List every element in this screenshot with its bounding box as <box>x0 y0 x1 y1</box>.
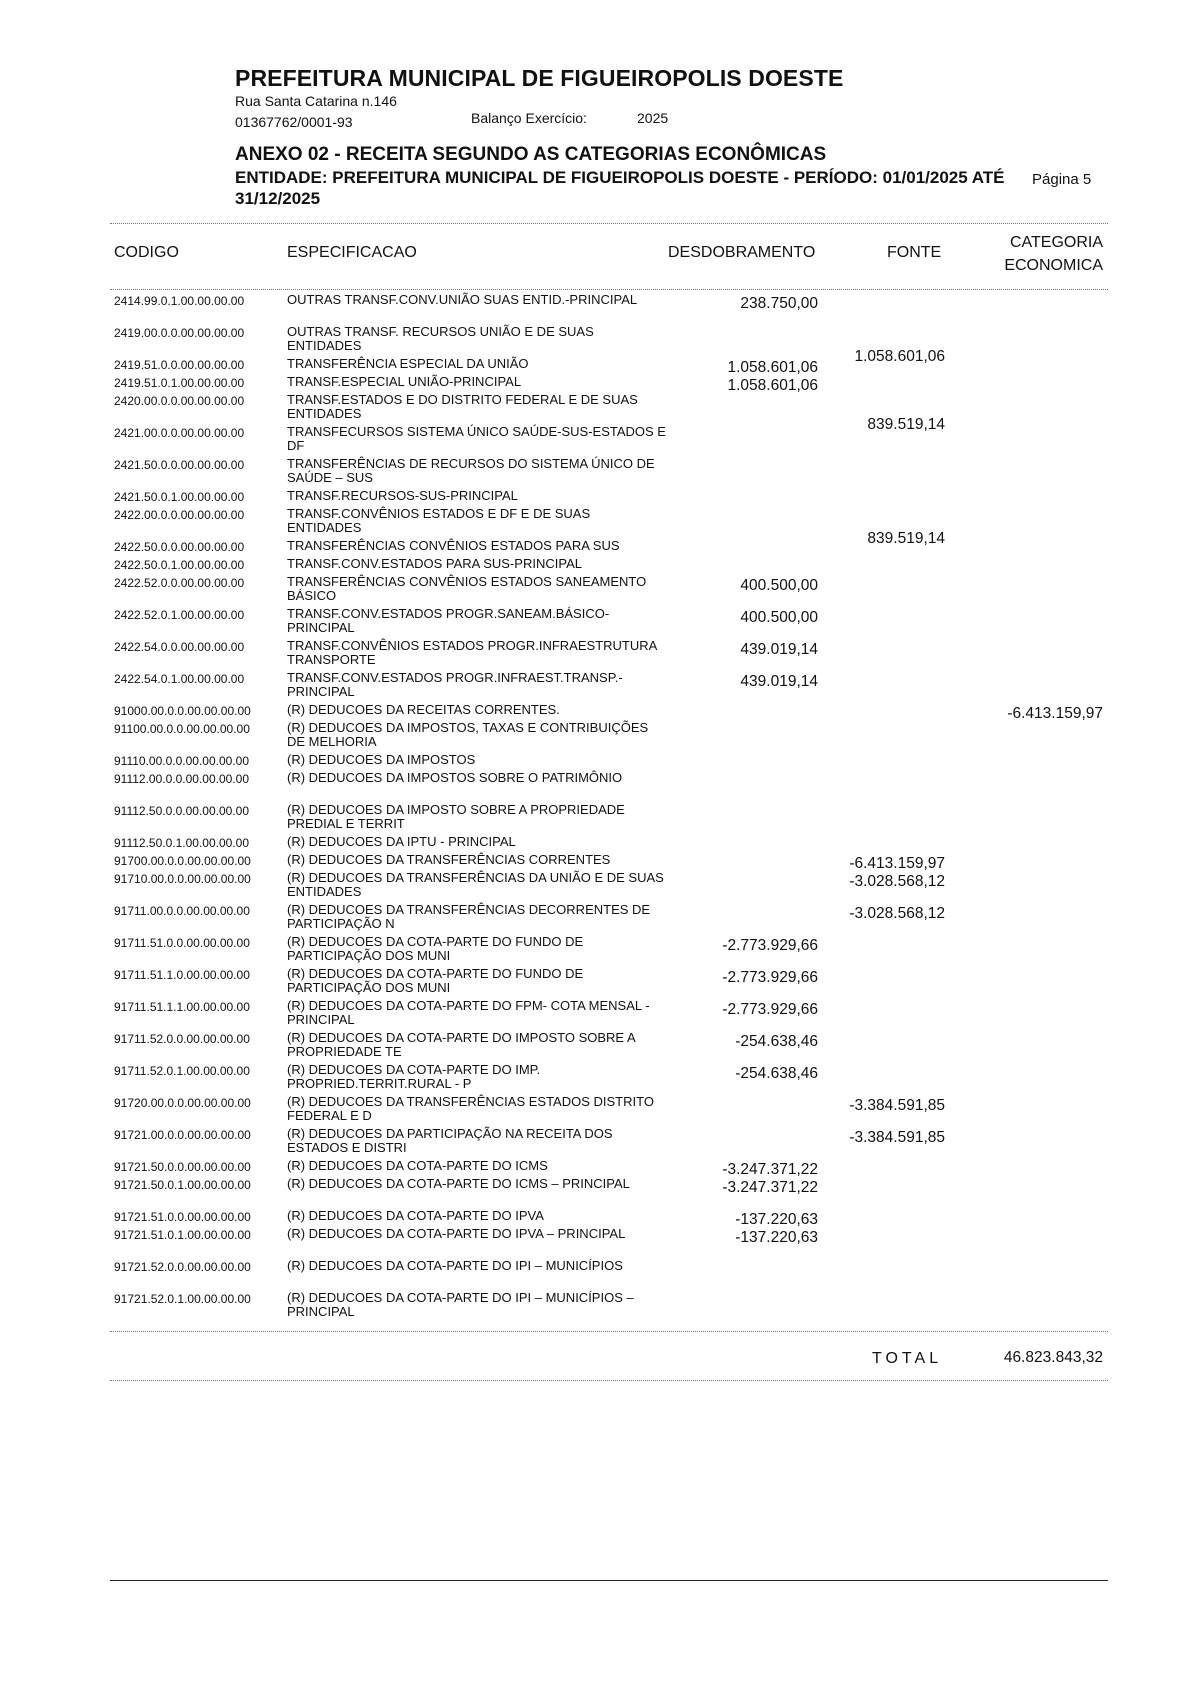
table-row <box>0 966 1191 998</box>
table-row <box>0 1208 1191 1226</box>
row-desdobramento: -3.247.371,22 <box>722 1161 818 1178</box>
row-code: 91112.50.0.0.00.00.00.00 <box>114 804 250 818</box>
table-row <box>0 870 1191 902</box>
row-especificacao: (R) DEDUCOES DA TRANSFERÊNCIAS CORRENTES <box>287 852 611 867</box>
col-categoria-line1: CATEGORIA <box>1009 234 1103 251</box>
row-code: 91721.51.0.0.00.00.00.00 <box>114 1210 251 1224</box>
row-desdobramento: 439.019,14 <box>740 673 818 690</box>
table-row <box>0 802 1191 834</box>
table-row <box>0 1176 1191 1208</box>
row-code: 91711.52.0.0.00.00.00.00 <box>114 1032 250 1046</box>
row-desdobramento: 1.058.601,06 <box>727 359 818 376</box>
row-fonte: -3.384.591,85 <box>849 1097 945 1114</box>
table-row <box>0 670 1191 702</box>
row-code: 2414.99.0.1.00.00.00.00 <box>114 294 245 308</box>
row-especificacao: (R) DEDUCOES DA IMPOSTO SOBRE A PROPRIEDADE PREDIAL E TERRIT <box>287 802 625 831</box>
header-divider <box>110 223 1108 224</box>
row-code: 2422.54.0.1.00.00.00.00 <box>114 672 245 686</box>
row-desdobramento: 1.058.601,06 <box>727 377 818 394</box>
row-code: 91700.00.0.0.00.00.00.00 <box>114 854 251 868</box>
row-especificacao: TRANSF.CONV.ESTADOS PROGR.INFRAEST.TRANSP.-PRINCIPAL <box>287 670 623 699</box>
table-row <box>0 292 1191 324</box>
row-code: 91721.50.0.1.00.00.00.00 <box>114 1178 251 1192</box>
row-especificacao: TRANSF.ESPECIAL UNIÃO-PRINCIPAL <box>287 374 522 389</box>
table-end-divider <box>110 1331 1108 1332</box>
annex-title: ANEXO 02 - RECEITA SEGUNDO AS CATEGORIAS ECONÔMICAS <box>235 144 827 165</box>
row-code: 2422.52.0.1.00.00.00.00 <box>114 608 245 622</box>
row-desdobramento: -2.773.929,66 <box>722 969 818 986</box>
row-especificacao: (R) DEDUCOES DA COTA-PARTE DO FUNDO DE PARTICIPAÇÃO DOS MUNI <box>287 966 584 995</box>
table-row <box>0 852 1191 870</box>
row-code: 91710.00.0.0.00.00.00.00 <box>114 872 251 886</box>
columns-divider <box>110 289 1108 290</box>
row-especificacao: TRANSFERÊNCIA ESPECIAL DA UNIÃO <box>287 356 529 371</box>
row-code: 2422.50.0.1.00.00.00.00 <box>114 558 245 572</box>
row-code: 91110.00.0.0.00.00.00.00 <box>114 754 250 768</box>
row-especificacao: (R) DEDUCOES DA IMPOSTOS SOBRE O PATRIMÔNIO <box>287 770 623 785</box>
row-code: 2422.00.0.0.00.00.00.00 <box>114 508 245 522</box>
row-especificacao: (R) DEDUCOES DA IPTU - PRINCIPAL <box>287 834 516 849</box>
total-value: 46.823.843,32 <box>1003 1349 1103 1366</box>
row-fonte: 1.058.601,06 <box>854 348 945 365</box>
table-row <box>0 998 1191 1030</box>
table-row <box>0 1226 1191 1258</box>
row-code: 91711.51.0.0.00.00.00.00 <box>114 936 250 950</box>
row-code: 2419.00.0.0.00.00.00.00 <box>114 326 245 340</box>
row-desdobramento: -3.247.371,22 <box>722 1179 818 1196</box>
row-code: 91721.00.0.0.00.00.00.00 <box>114 1128 251 1142</box>
row-especificacao: (R) DEDUCOES DA COTA-PARTE DO ICMS – PRINCIPAL <box>287 1176 630 1191</box>
row-code: 91721.52.0.1.00.00.00.00 <box>114 1292 251 1306</box>
row-especificacao: TRANSFERÊNCIAS CONVÊNIOS ESTADOS SANEAMENTO BÁSICO <box>287 574 647 603</box>
total-divider <box>110 1380 1108 1381</box>
row-code: 91112.50.0.1.00.00.00.00 <box>114 836 250 850</box>
row-desdobramento: -137.220,63 <box>735 1211 818 1228</box>
cnpj-line <box>235 110 1115 132</box>
table-row <box>0 1126 1191 1158</box>
table-row <box>0 538 1191 556</box>
table-row <box>0 702 1191 720</box>
row-code: 91721.51.0.1.00.00.00.00 <box>114 1228 251 1242</box>
row-fonte: 839.519,14 <box>867 530 945 547</box>
row-especificacao: TRANSF.ESTADOS E DO DISTRITO FEDERAL E DE SUAS ENTIDADES <box>287 392 638 421</box>
table-row <box>0 1290 1191 1322</box>
row-especificacao: (R) DEDUCOES DA TRANSFERÊNCIAS DA UNIÃO E DE SUAS ENTIDADES <box>287 870 664 899</box>
page-number: Página 5 <box>1032 171 1092 188</box>
table-row <box>0 1158 1191 1176</box>
row-fonte: -3.028.568,12 <box>849 873 945 890</box>
col-desdobramento: DESDOBRAMENTO <box>668 244 816 261</box>
entity-period: ENTIDADE: PREFEITURA MUNICIPAL DE FIGUEIROPOLIS DOESTE - PERÍODO: 01/01/2025 ATÉ 31/12/2025 <box>235 168 1005 208</box>
col-codigo: CODIGO <box>114 244 179 261</box>
table-row <box>0 374 1191 392</box>
row-fonte: -3.028.568,12 <box>849 905 945 922</box>
row-desdobramento: -254.638,46 <box>735 1065 818 1082</box>
row-code: 2421.50.0.1.00.00.00.00 <box>114 490 245 504</box>
row-code: 2421.00.0.0.00.00.00.00 <box>114 426 245 440</box>
row-especificacao: (R) DEDUCOES DA COTA-PARTE DO FPM- COTA MENSAL - PRINCIPAL <box>287 998 650 1027</box>
row-code: 2422.52.0.0.00.00.00.00 <box>114 576 245 590</box>
row-code: 2419.51.0.1.00.00.00.00 <box>114 376 245 390</box>
row-especificacao: OUTRAS TRANSF.CONV.UNIÃO SUAS ENTID.-PRINCIPAL <box>287 292 638 307</box>
table-row <box>0 424 1191 456</box>
col-especificacao: ESPECIFICACAO <box>287 244 417 261</box>
table-row <box>0 574 1191 606</box>
table-row <box>0 638 1191 670</box>
row-especificacao: OUTRAS TRANSF. RECURSOS UNIÃO E DE SUAS ENTIDADES <box>287 324 594 353</box>
total-label: TOTAL <box>872 1350 943 1367</box>
row-especificacao: TRANSFECURSOS SISTEMA ÚNICO SAÚDE-SUS-ESTADOS E DF <box>287 424 666 453</box>
row-especificacao: (R) DEDUCOES DA COTA-PARTE DO IPI – MUNICÍPIOS – PRINCIPAL <box>287 1290 634 1319</box>
cnpj: 01367762/0001-93 <box>235 114 353 130</box>
row-code: 91711.52.0.1.00.00.00.00 <box>114 1064 250 1078</box>
row-fonte: 839.519,14 <box>867 416 945 433</box>
row-especificacao: (R) DEDUCOES DA COTA-PARTE DO IMP. PROPRIED.TERRIT.RURAL - P <box>287 1062 541 1091</box>
footer-line <box>110 1580 1108 1581</box>
balance-year: 2025 <box>637 110 669 126</box>
address: Rua Santa Catarina n.146 <box>235 93 397 109</box>
row-code: 91112.00.0.0.00.00.00.00 <box>114 772 250 786</box>
table-row <box>0 1258 1191 1290</box>
row-categoria: -6.413.159,97 <box>1007 705 1103 722</box>
revenue-table <box>0 292 1191 1322</box>
row-code: 91711.51.1.0.00.00.00.00 <box>114 968 250 982</box>
row-especificacao: (R) DEDUCOES DA COTA-PARTE DO IPVA <box>287 1208 544 1223</box>
row-especificacao: (R) DEDUCOES DA IMPOSTOS <box>287 752 476 767</box>
table-row <box>0 356 1191 374</box>
row-code: 91721.50.0.0.00.00.00.00 <box>114 1160 251 1174</box>
table-row <box>0 770 1191 802</box>
row-code: 2421.50.0.0.00.00.00.00 <box>114 458 245 472</box>
row-especificacao: (R) DEDUCOES DA COTA-PARTE DO IPVA – PRINCIPAL <box>287 1226 626 1241</box>
table-row <box>0 834 1191 852</box>
row-especificacao: TRANSF.CONVÊNIOS ESTADOS E DF E DE SUAS ENTIDADES <box>287 506 591 535</box>
table-row <box>0 902 1191 934</box>
row-especificacao: (R) DEDUCOES DA IMPOSTOS, TAXAS E CONTRIBUIÇÕES DE MELHORIA <box>287 720 649 749</box>
row-especificacao: TRANSF.RECURSOS-SUS-PRINCIPAL <box>287 488 518 503</box>
row-desdobramento: -137.220,63 <box>735 1229 818 1246</box>
table-row <box>0 1062 1191 1094</box>
row-desdobramento: 238.750,00 <box>740 295 818 312</box>
row-code: 2419.51.0.0.00.00.00.00 <box>114 358 245 372</box>
row-desdobramento: -2.773.929,66 <box>722 1001 818 1018</box>
row-code: 2422.54.0.0.00.00.00.00 <box>114 640 245 654</box>
row-especificacao: (R) DEDUCOES DA COTA-PARTE DO ICMS <box>287 1158 548 1173</box>
row-code: 91000.00.0.0.00.00.00.00 <box>114 704 251 718</box>
row-code: 91711.51.1.1.00.00.00.00 <box>114 1000 250 1014</box>
table-row <box>0 1094 1191 1126</box>
table-row <box>0 752 1191 770</box>
row-especificacao: (R) DEDUCOES DA COTA-PARTE DO FUNDO DE PARTICIPAÇÃO DOS MUNI <box>287 934 584 963</box>
table-row <box>0 720 1191 752</box>
table-row <box>0 488 1191 506</box>
row-especificacao: (R) DEDUCOES DA TRANSFERÊNCIAS ESTADOS DISTRITO FEDERAL E D <box>287 1094 654 1123</box>
row-code: 2420.00.0.0.00.00.00.00 <box>114 394 245 408</box>
row-desdobramento: 439.019,14 <box>740 641 818 658</box>
table-row <box>0 606 1191 638</box>
balance-label: Balanço Exercício: <box>471 110 587 126</box>
row-code: 91721.52.0.0.00.00.00.00 <box>114 1260 251 1274</box>
row-especificacao: TRANSF.CONVÊNIOS ESTADOS PROGR.INFRAESTRUTURA TRANSPORTE <box>287 638 657 667</box>
row-code: 91100.00.0.0.00.00.00.00 <box>114 722 250 736</box>
report-header <box>235 64 1115 209</box>
table-row <box>0 556 1191 574</box>
report-title: PREFEITURA MUNICIPAL DE FIGUEIROPOLIS DOESTE <box>235 65 844 91</box>
row-especificacao: (R) DEDUCOES DA TRANSFERÊNCIAS DECORRENTES DE PARTICIPAÇÃO N <box>287 902 651 931</box>
row-desdobramento: -2.773.929,66 <box>722 937 818 954</box>
row-especificacao: TRANSF.CONV.ESTADOS PROGR.SANEAM.BÁSICO-PRINCIPAL <box>287 606 610 635</box>
row-fonte: -3.384.591,85 <box>849 1129 945 1146</box>
row-fonte: -6.413.159,97 <box>849 855 945 872</box>
col-categoria-line2: ECONOMICA <box>1004 257 1103 274</box>
table-row <box>0 934 1191 966</box>
row-desdobramento: 400.500,00 <box>740 577 818 594</box>
row-especificacao: (R) DEDUCOES DA COTA-PARTE DO IMPOSTO SOBRE A PROPRIEDADE TE <box>287 1030 635 1059</box>
row-code: 91720.00.0.0.00.00.00.00 <box>114 1096 251 1110</box>
row-especificacao: (R) DEDUCOES DA PARTICIPAÇÃO NA RECEITA DOS ESTADOS E DISTRI <box>287 1126 613 1155</box>
row-especificacao: TRANSFERÊNCIAS DE RECURSOS DO SISTEMA ÚNICO DE SAÚDE – SUS <box>287 456 655 485</box>
row-desdobramento: 400.500,00 <box>740 609 818 626</box>
table-row <box>0 1030 1191 1062</box>
row-especificacao: (R) DEDUCOES DA RECEITAS CORRENTES. <box>287 702 560 717</box>
row-code: 91711.00.0.0.00.00.00.00 <box>114 904 250 918</box>
row-especificacao: (R) DEDUCOES DA COTA-PARTE DO IPI – MUNICÍPIOS <box>287 1258 623 1273</box>
col-categoria <box>1004 234 1103 275</box>
row-especificacao: TRANSF.CONV.ESTADOS PARA SUS-PRINCIPAL <box>287 556 582 571</box>
col-fonte: FONTE <box>887 244 942 261</box>
row-desdobramento: -254.638,46 <box>735 1033 818 1050</box>
row-especificacao: TRANSFERÊNCIAS CONVÊNIOS ESTADOS PARA SUS <box>287 538 620 553</box>
table-row <box>0 456 1191 488</box>
row-code: 2422.50.0.0.00.00.00.00 <box>114 540 245 554</box>
